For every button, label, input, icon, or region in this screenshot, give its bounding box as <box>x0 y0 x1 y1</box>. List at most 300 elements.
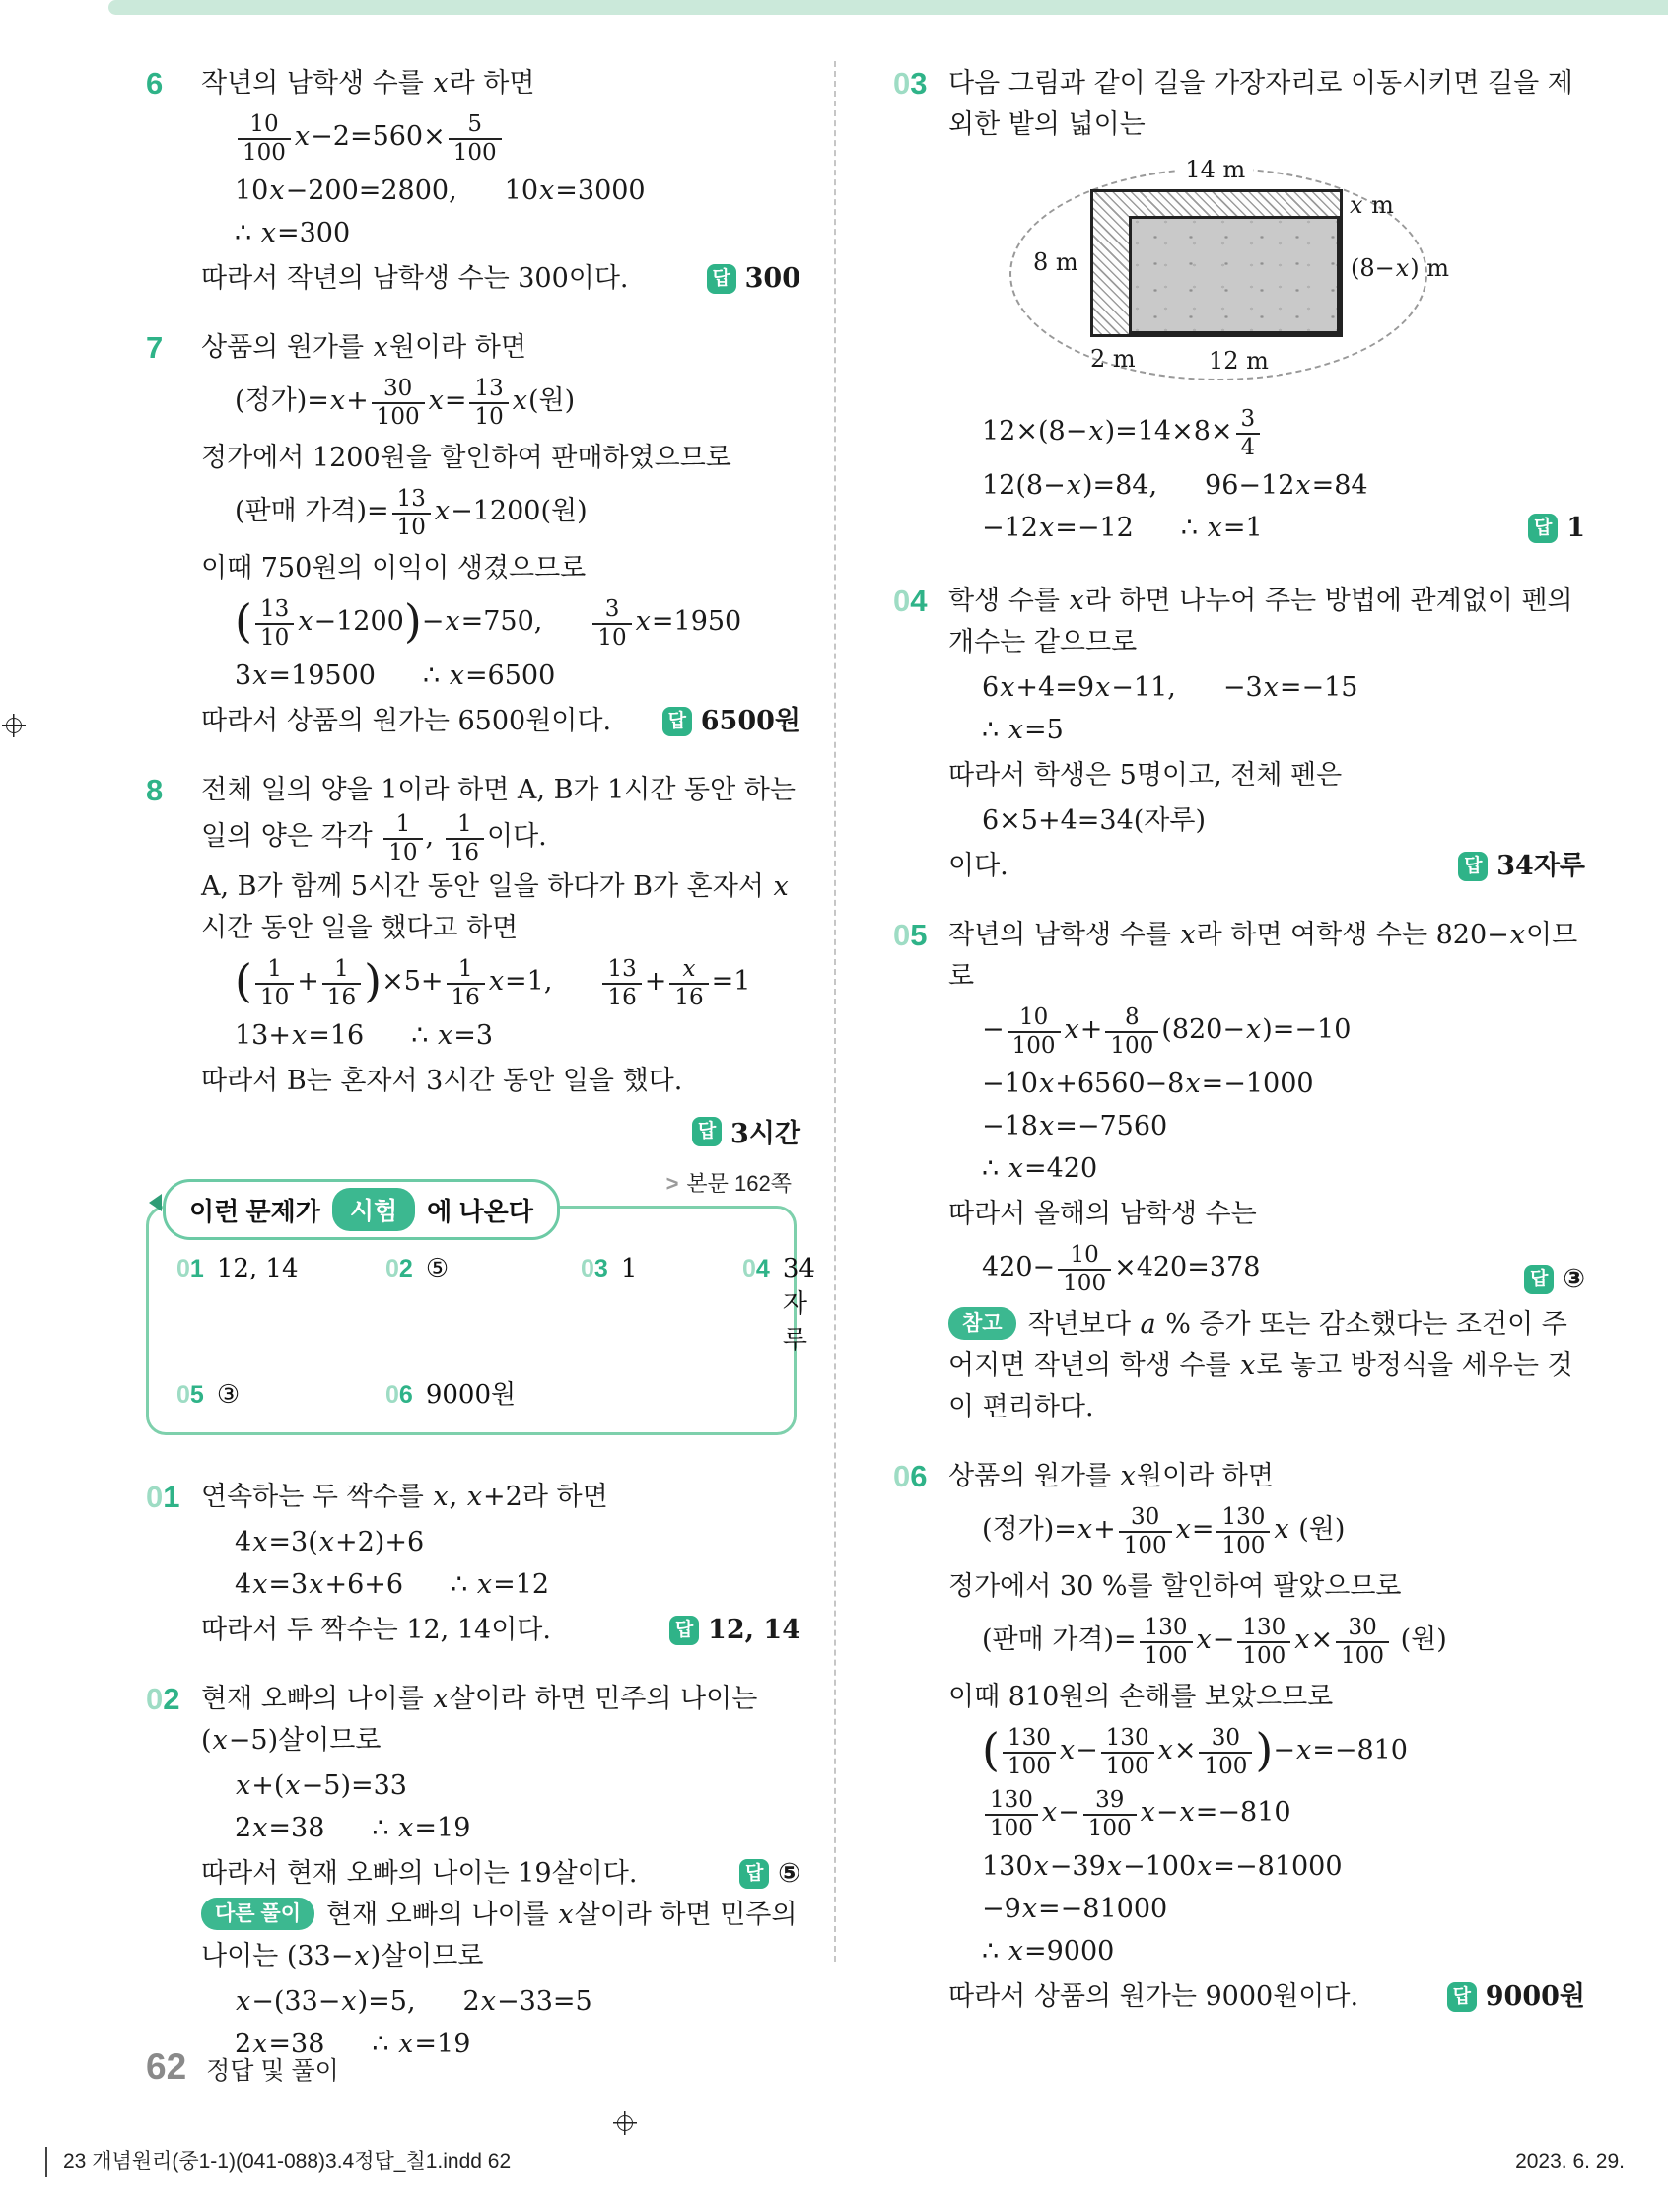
content-columns <box>146 63 1611 2097</box>
fraction-numerator: 30 <box>1119 1504 1172 1533</box>
answer <box>1504 1262 1585 1297</box>
problem-number-first-digit: 0 <box>146 1480 164 1514</box>
answer-item <box>176 1380 385 1410</box>
math-variable: x <box>1294 1624 1310 1655</box>
math-variable: x <box>466 1482 483 1512</box>
answer <box>720 1853 800 1895</box>
problem-number-first-digit: 0 <box>146 1682 164 1716</box>
math-variable: x <box>1038 1111 1055 1141</box>
fraction-numerator: 3 <box>592 596 631 625</box>
fraction-numerator: 1 <box>446 811 484 840</box>
equation-line <box>982 1504 1585 1559</box>
fraction-denominator: 100 <box>1110 1033 1154 1059</box>
math-variable: x <box>1066 470 1081 501</box>
fraction-denominator: 10 <box>259 985 290 1010</box>
fraction <box>238 111 291 167</box>
fraction-numerator: 1 <box>255 956 294 985</box>
fraction <box>255 596 294 652</box>
math-variable: x <box>1106 1851 1122 1882</box>
math-variable: x <box>1197 1851 1213 1882</box>
solution-text-content: 따라서 상품의 원가는 9000원이다. <box>948 1981 1359 2012</box>
registration-mark-bottom <box>613 2111 637 2135</box>
big-paren: ( <box>982 1723 1000 1776</box>
fraction <box>1003 1725 1056 1780</box>
fraction-denominator: 16 <box>450 840 479 865</box>
registration-mark-left <box>2 714 26 737</box>
math-variable: x <box>1038 1069 1055 1099</box>
solution-text: 현재 오빠의 나이를 x살이라 하면 민주의 나이는 (x−5)살이므로 <box>201 1684 758 1756</box>
math-variable: x <box>428 385 444 416</box>
solution-text <box>948 1976 1585 2018</box>
exam-box-page-ref-text: 본문 162쪽 <box>686 1171 792 1196</box>
equation: ( $\frac{130}{100}$ x− $\frac{130}{100}$ x× $\frac{30}{100}$ )−x=−810 <box>982 1723 1408 1779</box>
equation: 420− $\frac{10}{100}$ ×420=378 <box>982 1242 1261 1296</box>
math-variable: x <box>212 1725 228 1756</box>
math-variable: x <box>1263 672 1279 703</box>
equation-line <box>235 111 800 167</box>
answer <box>1427 1976 1585 2018</box>
problem-number-rest: 5 <box>189 1381 204 1409</box>
math-variable: x <box>1295 470 1311 501</box>
figure-wrap <box>990 154 1453 394</box>
left-column <box>146 63 815 2097</box>
fraction <box>1236 406 1261 461</box>
answer-badge: 답 <box>662 707 692 736</box>
problem-number-first-digit: 0 <box>742 1255 756 1282</box>
answer-value: 1 <box>1566 513 1585 543</box>
math-variable: x <box>236 1986 251 2017</box>
exam-box-title-pre: 이런 문제가 <box>189 1196 320 1226</box>
fraction-denominator: 10 <box>388 840 418 865</box>
print-info-row <box>45 2147 1625 2177</box>
math-variable: x <box>291 1020 308 1051</box>
equation: 12×(8−x)=14×8× $\frac{3}{4}$ <box>982 416 1263 447</box>
print-file-info: 23 개념원리(중1-1)(041-088)3.4정답_칠1.indd 62 <box>45 2147 511 2177</box>
problem-number-first-digit: 0 <box>893 918 911 952</box>
fraction-denominator: 100 <box>243 140 286 166</box>
answer-item <box>581 1254 742 1283</box>
math-variable: x <box>433 1684 449 1714</box>
equation-line <box>982 406 1585 461</box>
problem-number-rest: 5 <box>910 918 928 952</box>
fraction <box>1083 1787 1137 1842</box>
problem-number <box>893 581 948 887</box>
equation-line <box>235 658 800 694</box>
equation-line <box>235 1811 800 1846</box>
fraction-numerator: 13 <box>392 486 431 515</box>
fraction <box>372 376 425 431</box>
fraction <box>669 956 708 1011</box>
answer-value: 6500원 <box>700 706 800 736</box>
problem-number-first-digit: 0 <box>385 1255 399 1282</box>
math-variable: x <box>269 175 285 206</box>
solution-text: A, B가 함께 5시간 동안 일을 하다가 B가 혼자서 x시간 동안 일을 했다고 하면 <box>201 871 789 943</box>
answer-value: 34자루 <box>1496 851 1585 881</box>
problem-number <box>146 1477 201 1651</box>
math-variable: x <box>1246 1014 1262 1045</box>
equation: −18x=−7560 <box>982 1111 1168 1141</box>
problems-03-06 <box>893 63 1585 2018</box>
big-paren: ( <box>235 954 252 1007</box>
math-variable: x <box>294 121 311 152</box>
fraction-numerator: 13 <box>469 376 508 404</box>
equation-line <box>235 1984 800 2020</box>
answer <box>672 1112 800 1150</box>
exam-badge: 시험 <box>332 1188 415 1231</box>
equation-line <box>235 173 800 209</box>
solution-text: 이때 810원의 손해를 보았으므로 <box>948 1682 1334 1712</box>
answer-value: 3시간 <box>730 1119 800 1149</box>
equation-line <box>982 1725 1585 1780</box>
method-badge: 참고 <box>948 1307 1016 1340</box>
equation-line <box>982 511 1585 546</box>
fraction-denominator: 10 <box>396 515 426 540</box>
fraction-numerator: 1 <box>322 956 361 985</box>
fraction-numerator: 3 <box>1236 406 1261 435</box>
math-variable: x <box>1069 586 1084 616</box>
answer <box>1508 511 1585 546</box>
answer-badge: 답 <box>739 1859 769 1889</box>
fraction <box>1105 1004 1158 1060</box>
answer-value: ⑤ <box>778 1858 800 1889</box>
solution-text: 작년의 남학생 수를 x라 하면 <box>201 68 535 99</box>
equation: 4x=3(x+2)+6 <box>235 1527 425 1557</box>
math-variable: x <box>1196 1624 1212 1655</box>
problem-number-first-digit: 0 <box>893 66 911 101</box>
answer-item <box>385 1254 581 1283</box>
fraction <box>383 811 422 866</box>
solution-text-content: 따라서 상품의 원가는 6500원이다. <box>201 706 612 736</box>
equation-line <box>982 803 1585 839</box>
equation: 4x=3x+6+6 ∴ x=12 <box>235 1569 550 1600</box>
fraction-denominator: 100 <box>990 1816 1033 1841</box>
equation: (정가)=x+ $\frac{30}{100}$ x= $\frac{130}{100}$ x (원) <box>982 1504 1346 1558</box>
equation: ∴ x=9000 <box>982 1936 1115 1967</box>
big-paren: ( <box>235 594 252 648</box>
fraction-numerator: 1 <box>383 811 422 840</box>
answer-badge: 답 <box>1458 852 1488 881</box>
equation: −12x=−12 ∴ x=1 <box>982 513 1263 543</box>
math-variable: x <box>1008 715 1023 745</box>
problem-number-first-digit: 0 <box>176 1255 190 1282</box>
fraction-numerator: 5 <box>449 111 502 140</box>
fraction-numerator: 10 <box>1058 1242 1111 1271</box>
solution-text: 참고 작년보다 a % 증가 또는 감소했다는 조건이 주어지면 작년의 학생 수를 x로 놓고 방정식을 세우는 것이 편리하다. <box>948 1309 1573 1422</box>
fraction-denominator: 100 <box>1087 1816 1132 1841</box>
math-variable: x <box>298 606 313 637</box>
problem-number-first-digit: 0 <box>385 1381 399 1409</box>
equation: ∴ x=5 <box>982 715 1064 745</box>
fraction <box>1199 1725 1252 1780</box>
answer-grid <box>176 1254 815 1411</box>
problem-item <box>893 63 1585 553</box>
solution-text: 따라서 올해의 남학생 수는 <box>948 1199 1257 1229</box>
fraction <box>322 956 361 1011</box>
math-variable: x <box>1033 1851 1049 1882</box>
problem-number-rest: 2 <box>163 1682 180 1716</box>
equation-line <box>982 1934 1585 1970</box>
math-variable: x <box>433 68 449 99</box>
fraction-denominator: 100 <box>1011 1033 1056 1059</box>
problem-number <box>893 63 948 553</box>
math-variable: x <box>1095 672 1111 703</box>
equation: −9x=−81000 <box>982 1894 1168 1924</box>
problem-number-rest: 6 <box>910 1459 928 1493</box>
solution-text <box>948 846 1585 887</box>
fraction-numerator: 30 <box>1199 1725 1252 1754</box>
problem-item <box>893 915 1585 1428</box>
fraction <box>1237 1615 1290 1670</box>
solution-text-content: 따라서 두 짝수는 12, 14이다. <box>201 1615 551 1645</box>
equation-line <box>982 1067 1585 1102</box>
fraction-denominator: 16 <box>674 985 704 1010</box>
problem-solution <box>201 63 800 300</box>
figure-label-bottom-left: 2 m <box>1090 345 1136 373</box>
fraction-numerator: 130 <box>1216 1504 1270 1533</box>
answer-item-number <box>176 1255 204 1283</box>
problems-01-02 <box>146 1477 800 2069</box>
math-variable: x <box>329 385 346 416</box>
answer <box>643 701 800 742</box>
solution-text: 상품의 원가를 x원이라 하면 <box>948 1461 1274 1491</box>
fraction-denominator: 100 <box>1221 1533 1266 1558</box>
math-variable: x <box>309 1569 324 1600</box>
math-variable: x <box>1140 1797 1155 1828</box>
math-variable: x <box>434 496 451 526</box>
problem-solution <box>201 770 800 1150</box>
fraction-numerator: 13 <box>255 596 294 625</box>
problem-item <box>146 63 800 300</box>
figure-label-bottom-width: 12 m <box>1199 347 1279 375</box>
equation: ∴ x=420 <box>982 1153 1098 1184</box>
fraction <box>592 596 631 652</box>
chevron-right-icon: > <box>665 1171 679 1196</box>
equation-line <box>235 1525 800 1560</box>
solution-text <box>201 1853 800 1895</box>
figure-label-left-height: 8 m <box>1033 248 1078 276</box>
math-variable: x <box>252 660 268 691</box>
answer-value: 12, 14 <box>708 1615 800 1645</box>
problem-item <box>146 1679 800 2069</box>
solution-text: 정가에서 1200원을 할인하여 판매하였으므로 <box>201 443 731 473</box>
method-badge: 다른 풀이 <box>201 1898 314 1930</box>
fraction-numerator: x <box>669 956 708 985</box>
solution-text: 전체 일의 양을 1이라 하면 A, B가 1시간 동안 하는 일의 양은 각각 $\frac{1}{10}$ , $\frac{1}{16}$ 이다. <box>201 775 796 865</box>
math-variable: x <box>1008 1153 1023 1184</box>
problem-number-first-digit: 0 <box>893 1459 911 1493</box>
equation: 6x+4=9x−11, −3x=−15 <box>982 672 1358 703</box>
math-variable: x <box>1008 1936 1023 1967</box>
fraction-denominator: 10 <box>259 625 290 651</box>
fraction <box>255 956 294 1011</box>
figure-label-road-width: x m <box>1350 191 1394 219</box>
equation: 12(8−x)=84, 96−12x=84 <box>982 470 1368 501</box>
math-variable: x <box>260 218 276 248</box>
answer-item <box>176 1254 385 1283</box>
exam-box-title-post: 에 나온다 <box>427 1196 533 1226</box>
problem-solution <box>948 915 1585 1428</box>
math-variable: x <box>398 1813 414 1843</box>
solution-text: 상품의 원가를 x원이라 하면 <box>201 332 526 363</box>
figure-label-top-width: 14 m <box>1177 156 1253 183</box>
solution-text: 다음 그림과 같이 길을 가장자리로 이동시키면 길을 제외한 밭의 넓이는 <box>948 68 1573 140</box>
exam-answer-box <box>146 1171 815 1435</box>
math-variable: x <box>476 1569 493 1600</box>
solution-text <box>201 701 800 742</box>
math-variable: x <box>1064 1014 1079 1045</box>
answer-item-value: 1 <box>620 1254 638 1283</box>
math-variable: x <box>437 1020 453 1051</box>
equation-line <box>982 1892 1585 1927</box>
math-variable: x <box>1077 1514 1093 1545</box>
answer-badge: 답 <box>1528 514 1558 543</box>
fraction <box>1216 1504 1270 1559</box>
math-variable: x <box>1180 920 1196 950</box>
problem-item <box>893 581 1585 887</box>
figure-label-right-height: (8−x) m <box>1351 254 1450 282</box>
figure-field-area <box>1129 216 1340 334</box>
problem-number <box>146 1679 201 2069</box>
equation-line <box>982 1849 1585 1885</box>
fraction-numerator: 130 <box>1101 1725 1154 1754</box>
answer-item <box>742 1254 815 1356</box>
answer-value: 9000원 <box>1485 1981 1585 2012</box>
problem-number-rest: 4 <box>910 584 928 618</box>
fraction-denominator: 100 <box>376 404 420 430</box>
math-variable: x <box>318 1527 334 1557</box>
equation-line <box>235 956 800 1011</box>
fraction-denominator: 10 <box>474 404 504 430</box>
fraction-numerator: 10 <box>238 111 291 140</box>
problem-solution <box>201 1679 800 2069</box>
solution-text: 다른 풀이 현재 오빠의 나이를 x살이라 하면 민주의 나이는 (33−x)살이므로 <box>201 1900 798 1971</box>
math-variable: x <box>480 1986 496 2017</box>
answer-item-value: ③ <box>216 1380 241 1410</box>
problem-item <box>146 1477 800 1651</box>
solution-text-content: 따라서 현재 오빠의 나이는 19살이다. <box>201 1858 638 1889</box>
problem-item <box>146 327 800 742</box>
fraction <box>392 486 431 541</box>
figure-road-hatched-area <box>1090 189 1343 337</box>
math-variable: x <box>1509 920 1526 950</box>
solution-text <box>201 258 800 300</box>
equation: 2x=38 ∴ x=19 <box>235 2029 471 2059</box>
math-variable: x <box>488 966 505 997</box>
answer-badge: 답 <box>1524 1265 1554 1294</box>
equation: x+(x−5)=33 <box>236 1770 407 1801</box>
math-variable: x <box>1157 1735 1173 1765</box>
math-variable: x <box>1350 191 1363 219</box>
problem-number-rest: 1 <box>189 1255 204 1282</box>
problem-item <box>893 1456 1585 2018</box>
problem-number-rest: 1 <box>163 1480 180 1514</box>
answer <box>650 1610 800 1651</box>
problem-item <box>146 770 800 1150</box>
fraction-denominator: 16 <box>607 985 637 1010</box>
fraction <box>469 376 508 431</box>
equation-line <box>235 216 800 251</box>
problem-number: 6 <box>146 66 164 101</box>
math-variable: x <box>1207 513 1222 543</box>
equation-line <box>235 376 800 431</box>
fraction-numerator: 8 <box>1105 1004 1158 1033</box>
equation: 6×5+4=34(자루) <box>982 805 1206 836</box>
problem-number <box>893 915 948 1428</box>
problem-number-first-digit: 0 <box>581 1255 594 1282</box>
answer-item-value: ⑤ <box>425 1254 450 1283</box>
fraction-numerator: 130 <box>985 1787 1038 1816</box>
problem-number-rest: 3 <box>593 1255 608 1282</box>
answer-value: 300 <box>744 263 800 294</box>
math-variable: x <box>1021 1894 1038 1924</box>
exam-box-page-ref <box>666 1167 792 1198</box>
math-variable: x <box>512 385 527 416</box>
answer-item-number <box>385 1381 413 1410</box>
equation-line <box>982 1004 1585 1060</box>
problem-number-first-digit: 0 <box>893 584 911 618</box>
fraction-numerator: 130 <box>1237 1615 1290 1643</box>
answer-line <box>201 1112 800 1150</box>
problem-solution <box>201 1477 800 1651</box>
fraction <box>1101 1725 1154 1780</box>
fraction-denominator: 100 <box>1144 1643 1188 1669</box>
math-variable: x <box>373 332 388 363</box>
fraction-denominator: 100 <box>1242 1643 1286 1669</box>
big-paren: ) <box>1255 1723 1274 1776</box>
answer-badge: 답 <box>669 1616 699 1645</box>
fraction-numerator: 30 <box>372 376 425 404</box>
solution-text: 이때 750원의 이익이 생겼으므로 <box>201 553 587 584</box>
math-variable: x <box>1120 1461 1136 1491</box>
solution-text: 따라서 학생은 5명이고, 전체 펜은 <box>948 760 1343 791</box>
fraction <box>446 811 484 866</box>
math-variable: x <box>341 1986 357 2017</box>
math-variable: a <box>1140 1309 1156 1340</box>
math-variable: x <box>1059 1735 1076 1765</box>
solution-text: 정가에서 30 %를 할인하여 팔았으므로 <box>948 1571 1402 1602</box>
problem-number: 7 <box>146 330 164 365</box>
math-variable: x <box>1041 1797 1058 1828</box>
problem-number-first-digit: 0 <box>176 1381 190 1409</box>
fraction-denominator: 10 <box>597 625 627 651</box>
fraction <box>1008 1004 1061 1060</box>
problem-number-rest: 3 <box>910 66 928 101</box>
fraction <box>1140 1615 1193 1670</box>
math-variable: x <box>539 175 555 206</box>
equation: − $\frac{10}{100}$ x+ $\frac{8}{100}$ (820−x)=−10 <box>982 1004 1352 1059</box>
equation-line <box>235 1018 800 1054</box>
math-variable: x <box>635 606 651 637</box>
answer-item-number <box>742 1255 770 1283</box>
answer-item-value: 34자루 <box>782 1254 815 1355</box>
fraction-numerator: 130 <box>1140 1615 1193 1643</box>
top-decoration-bar <box>108 0 1668 15</box>
fraction <box>985 1787 1038 1842</box>
fraction-numerator: 10 <box>1008 1004 1061 1033</box>
answer-item-value: 12, 14 <box>216 1254 299 1283</box>
fraction-denominator: 4 <box>1240 435 1256 460</box>
math-variable: x <box>398 2029 414 2059</box>
problem-solution <box>948 1456 1585 2018</box>
solution-text: 연속하는 두 짝수를 x, x+2라 하면 <box>201 1482 608 1512</box>
problem-solution <box>948 63 1585 553</box>
equation-line <box>982 670 1585 706</box>
answer-badge: 답 <box>1447 1982 1477 2012</box>
math-variable: x <box>445 606 460 637</box>
solution-text-content: 따라서 작년의 남학생 수는 300이다. <box>201 263 629 294</box>
fraction <box>1336 1615 1389 1670</box>
fraction-numerator: 39 <box>1083 1787 1137 1816</box>
